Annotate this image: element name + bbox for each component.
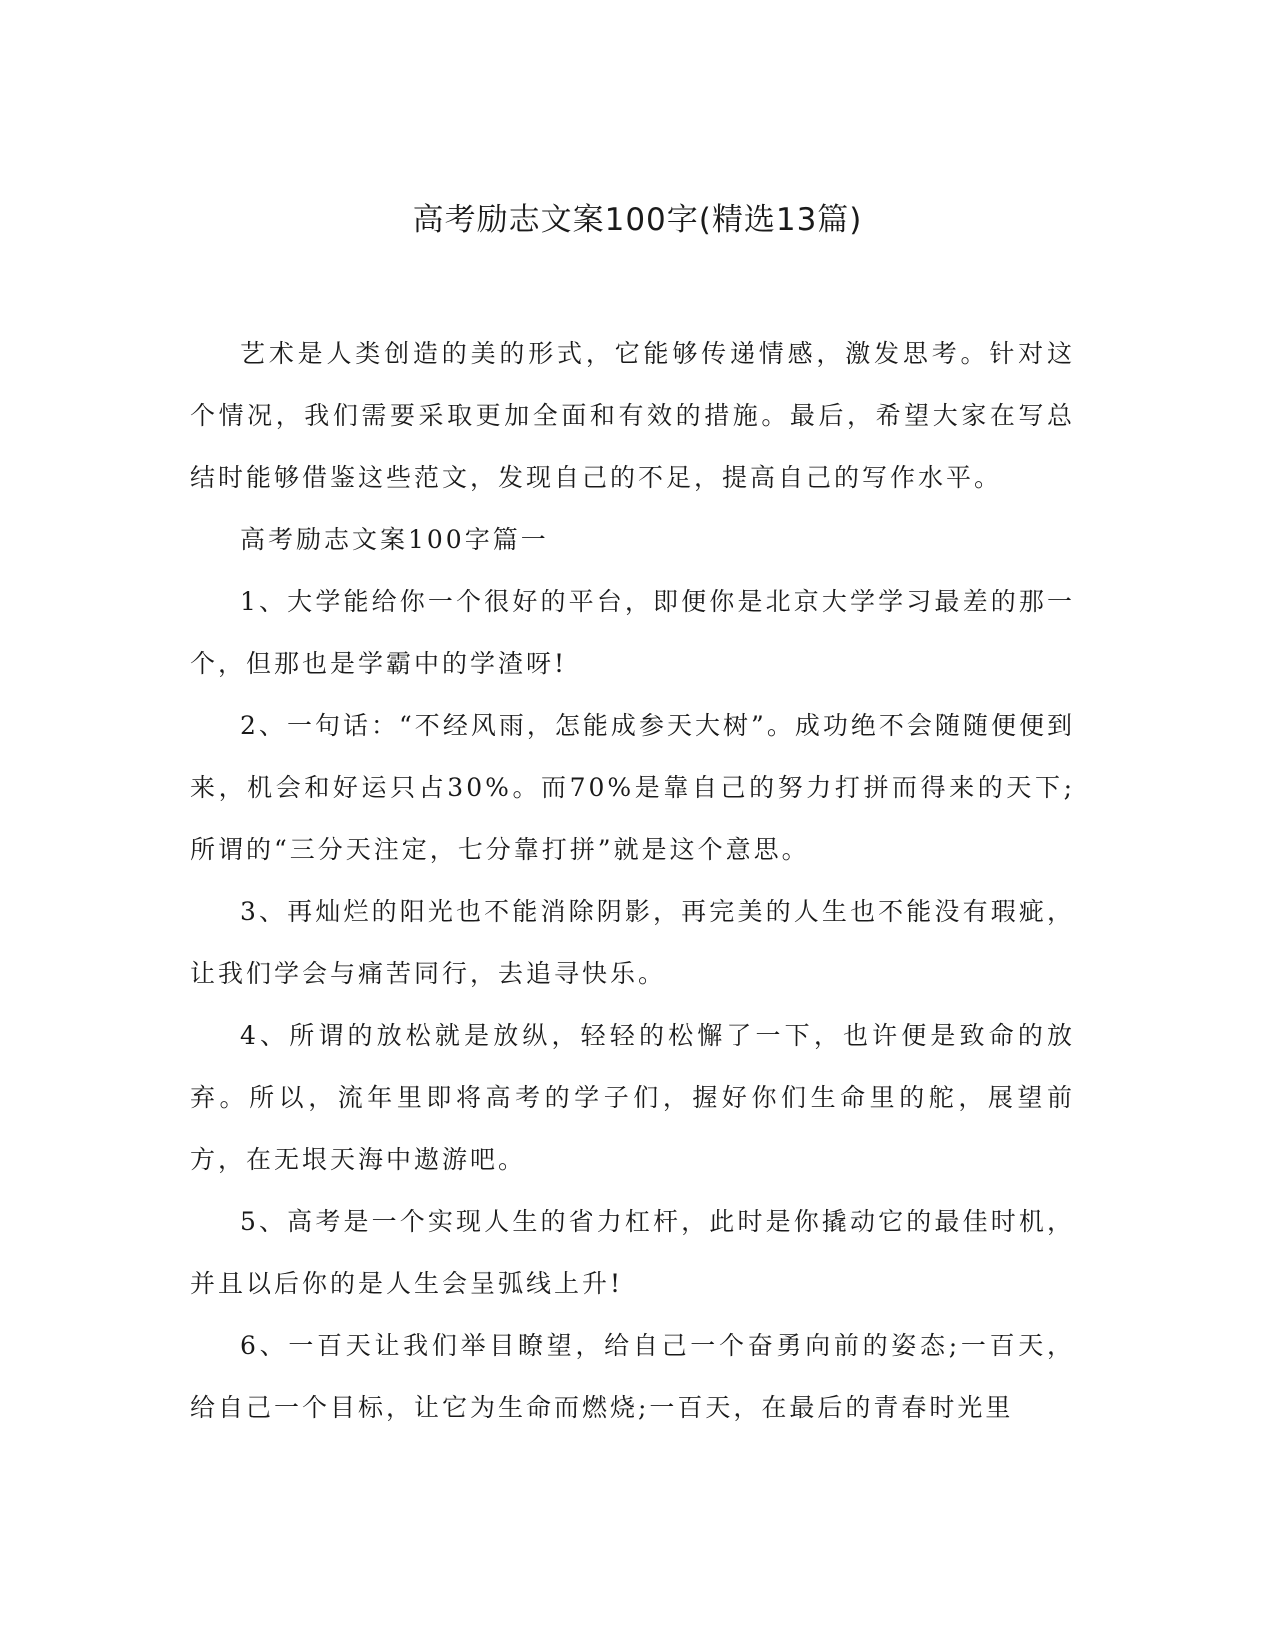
list-item: 2、一句话：“不经风雨，怎能成参天大树”。成功绝不会随随便便到来，机会和好运只占30%。而70%是靠自己的努力打拼而得来的天下;所谓的“三分天注定，七分靠打拼”就是这个意思。 [190,711,1075,864]
document-title: 高考励志文案100字(精选13篇) [412,202,863,238]
section-heading: 高考励志文案100字篇一 [240,525,549,554]
intro-paragraph: 艺术是人类创造的美的形式，它能够传递情感，激发思考。针对这个情况，我们需要采取更加全面和有效的措施。最后，希望大家在写总结时能够借鉴这些范文，发现自己的不足，提高自己的写作水平。 [190,339,1075,492]
document-body [190,323,1075,1439]
list-item: 6、一百天让我们举目瞭望，给自己一个奋勇向前的姿态;一百天，给自己一个目标，让它为生命而燃烧;一百天，在最后的青春时光里 [190,1331,1075,1422]
list-item: 4、所谓的放松就是放纵，轻轻的松懈了一下，也许便是致命的放弃。所以，流年里即将高考的学子们，握好你们生命里的舵，展望前方，在无垠天海中遨游吧。 [190,1021,1075,1174]
list-item: 5、高考是一个实现人生的省力杠杆，此时是你撬动它的最佳时机，并且以后你的是人生会呈弧线上升! [190,1207,1075,1298]
list-item: 1、大学能给你一个很好的平台，即便你是北京大学学习最差的那一个，但那也是学霸中的学渣呀! [190,587,1075,678]
list-item: 3、再灿烂的阳光也不能消除阴影，再完美的人生也不能没有瑕疵，让我们学会与痛苦同行，去追寻快乐。 [190,897,1075,988]
